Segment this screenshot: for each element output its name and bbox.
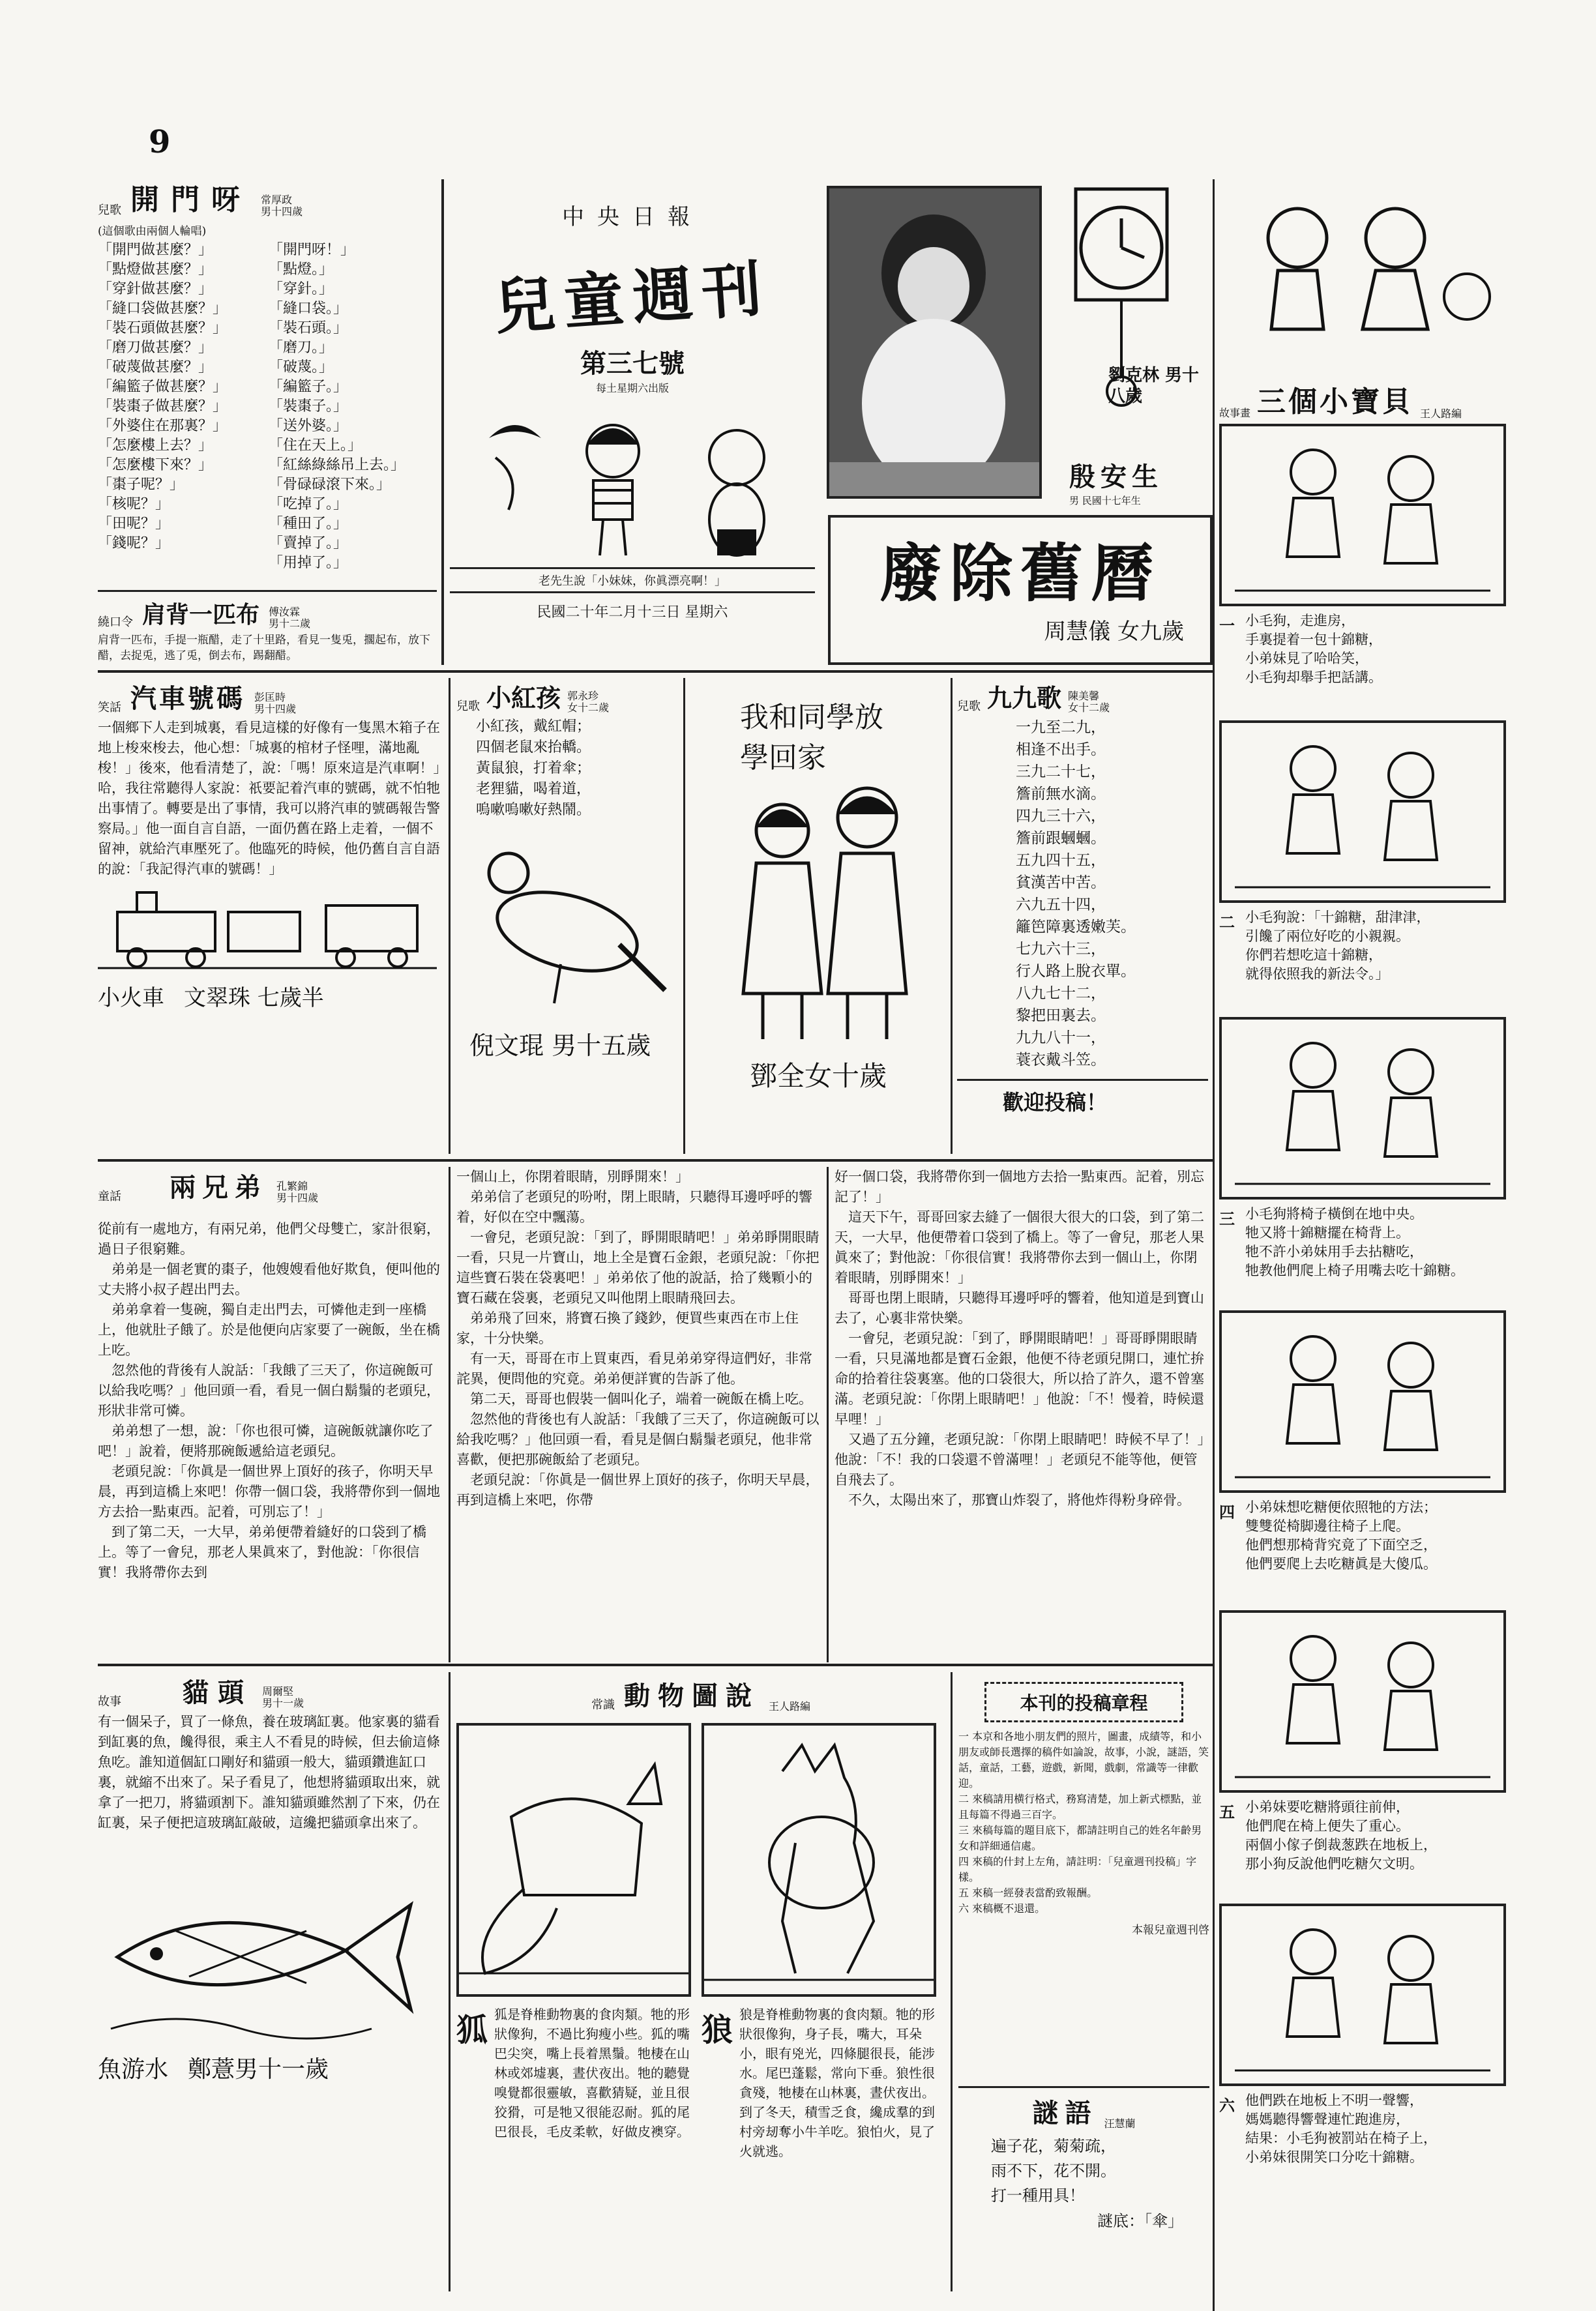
text-line: 「怎麼樓下來？」 xyxy=(98,457,213,473)
text-line: 「縫口袋。」 xyxy=(269,301,348,317)
photo-caption xyxy=(1069,456,1213,507)
rule-item: 五 來稿一經發表當酌致報酬。 xyxy=(958,1887,1098,1899)
text-line: 「種田了。」 xyxy=(269,516,348,532)
comic-panel-number: 五 xyxy=(1219,1803,1235,1821)
welcome-submissions: 歡迎投稿！ xyxy=(957,1079,1208,1116)
fox-name: 狐 xyxy=(456,2012,488,2048)
text-line: 簷前跟蟈蟈。 xyxy=(1016,830,1106,847)
page-number: 9 xyxy=(149,124,171,160)
fish-drawing xyxy=(98,1872,443,2042)
text-line: 「開門呀！」 xyxy=(269,242,355,258)
riddle-author: 汪慧蘭 xyxy=(1104,2117,1136,2130)
poem-note: (這個歌由兩個人輪唱) xyxy=(98,225,207,238)
text-line: 「穿針。」 xyxy=(269,281,334,297)
animal-title: 動物圖說 xyxy=(623,1681,760,1711)
category-label: 兒歌 xyxy=(957,699,981,713)
comic-panel-drawing xyxy=(1219,1017,1506,1200)
text-line: 六九五十四， xyxy=(1016,896,1106,913)
drawing-author: 倪文琨 男十五歲 xyxy=(469,1031,651,1060)
poem-author: 常厚政 男十四歲 xyxy=(261,194,303,218)
text-line: 「磨刀做甚麼？」 xyxy=(98,340,213,356)
drawing-title: 我和同學放學回家 xyxy=(740,701,883,774)
song-title: 小紅孩 xyxy=(486,683,561,713)
abolish-title: 廢除舊曆 xyxy=(879,537,1161,610)
text-line: 「穿針做甚麼？」 xyxy=(98,281,213,297)
category-label: 故事 xyxy=(98,1695,121,1709)
text-line: 「田呢？」 xyxy=(98,516,170,532)
text-line: 「用掉了。」 xyxy=(269,555,348,571)
story-cat-head xyxy=(98,1672,443,2291)
text-line: 「怎麼樓上去？」 xyxy=(98,437,213,454)
text-line: 「外婆住在那裏？」 xyxy=(98,418,228,434)
riddle-answer: 謎底：「傘」 xyxy=(1097,2212,1183,2230)
joke-title: 汽車號碼 xyxy=(130,683,245,714)
story-text: 有一個呆子，買了一條魚，養在玻璃缸裏。他家裏的貓看到缸裏的魚，饞得很，乘主人不看見的時候，但去偷這條魚吃。誰知道個缸口剛好和貓頭一般大，貓頭鑽進缸口裏，就縮不出來了。呆子看見了，他想將貓頭取出來，就拿了一把刀，將貓頭割下。誰知貓頭雖然割了下來，仍在缸裏，呆子便把這玻璃缸敲破，這纔把貓頭拿出來了。 xyxy=(98,1714,440,1831)
comic-header xyxy=(1219,378,1506,420)
text-line: 蓑衣戴斗笠。 xyxy=(1016,1052,1106,1068)
twister-author: 傅汝霖 男十二歲 xyxy=(269,606,311,630)
animal-author: 王人路編 xyxy=(768,1700,810,1713)
category-label: 繞口令 xyxy=(98,615,133,629)
poem-lines-right xyxy=(269,241,405,573)
text-line: 「裝棗子。」 xyxy=(269,398,348,415)
text-line: 「骨碌碌滾下來。」 xyxy=(269,477,391,493)
text-line: 打一種用具！ xyxy=(991,2186,1085,2205)
two-girls-drawing xyxy=(691,778,945,1052)
comic-panel-number: 四 xyxy=(1219,1503,1235,1522)
twister-title: 肩背一匹布 xyxy=(142,601,260,628)
clock-caption: 劉克林 男十八歲 xyxy=(1108,366,1200,406)
child-note: 男 民國十七年生 xyxy=(1069,495,1141,507)
text-line: 嗚嗽嗚嗽好熱鬧。 xyxy=(476,802,591,818)
rules-title: 本刊的投稿章程 xyxy=(984,1682,1183,1722)
text-line: 「棗子呢？」 xyxy=(98,477,185,493)
riddle xyxy=(958,2093,1209,2288)
masthead-title: 兒童週刊 xyxy=(492,254,773,343)
comic-panel-text: 小弟妹要吃糖將頭往前伸， 他們爬在椅上便失了重心。 兩個小傢子倒裁葱跌在地板上， 那小狗反說他們吃糖欠文明。 xyxy=(1245,1799,1437,1872)
text-line: 四個老鼠來抬轎。 xyxy=(476,739,591,756)
text-line: 「點燈做甚麼？」 xyxy=(98,261,213,278)
drawing-author: 文翠珠 七歲半 xyxy=(184,985,324,1011)
comic-panel-text: 小毛狗將椅子橫倒在地中央。 牠又將十錦糖擺在椅背上。 牠不許小弟妹用手去拈糖吃， 牠教他們爬上椅子用嘴去吃十錦糖。 xyxy=(1245,1206,1464,1278)
comic-panel-text: 小弟妹想吃糖便依照牠的方法； 雙雙從椅脚邊往椅子上爬。 他們想那椅背究竟了下面空乏， 他們要爬上去吃糖眞是大傻瓜。 xyxy=(1245,1499,1437,1572)
poem-title: 開門呀 xyxy=(130,183,252,216)
text-line: 「點燈。」 xyxy=(269,261,334,278)
song-little-red-child xyxy=(456,678,678,1147)
abolish-author: 周慧儀 女九歲 xyxy=(1044,619,1184,645)
text-line: 雨不下，花不開。 xyxy=(991,2162,1116,2180)
comic-panel-number: 六 xyxy=(1219,2096,1235,2115)
newspaper-name: 中央日報 xyxy=(562,204,703,230)
issue-note: 每土星期六出版 xyxy=(595,382,669,394)
text-line: 七九六十三， xyxy=(1016,941,1106,958)
comic-panel-text: 小毛狗，走進房， 手裏提着一包十錦糖， 小弟妹見了哈哈笑， 小毛狗却舉手把話講。 xyxy=(1245,613,1382,685)
fairy-tale-col-1: 從前有一處地方，有兩兄弟，他們父母雙亡，家計很窮，過日子很窮難。 弟弟是一個老實的棗子，他嫂嫂看他好欺負，便叫他的丈夫將小叔子趕出門去。 弟弟拿着一隻碗，獨自走出門去，可憐他走到一座橋上，他就肚子餓了。於是他便向店家要了一碗飯，坐在橋上吃。 忽然他的背後有人說話：「我餓了三天了，你這碗飯可以給我吃嗎？」他回頭一看，看見一個白鬍鬚的老頭兒，形狀非常可憐。 弟弟想了一想，說：「你也很可憐，這碗飯就讓你吃了吧！」說着，便將那碗飯遞給這老頭兒。 老頭兒說：「你眞是一個世界上頂好的孩子，你明天早晨，再到這橋上來吧！你帶一個口袋，我將帶你到一個地方去拾一點東西。記着，可別忘了！」 到了第二天，一大早，弟弟便帶着縫好的口袋到了橋上。等了一會兒，那老人果眞來了，對他說：「你很信實！我將帶你去到 xyxy=(98,1221,440,1580)
drawing-title: 魚游水 xyxy=(98,2056,169,2083)
text-line: 「住在天上。」 xyxy=(269,437,362,454)
text-line: 「核呢？」 xyxy=(98,496,170,512)
text-line: 「裝石頭做甚麼？」 xyxy=(98,320,228,336)
issue-number: 第三七號 xyxy=(580,348,685,379)
text-line: 相逢不出手。 xyxy=(1016,741,1106,758)
song-lines xyxy=(957,716,1208,1071)
category-label: 兒歌 xyxy=(456,699,480,713)
rule-item: 六 來稿概不退還。 xyxy=(958,1902,1046,1915)
wolf-drawing xyxy=(702,1723,936,1997)
text-line: 一九至二九， xyxy=(1016,719,1106,736)
bird-drawing xyxy=(456,834,672,1023)
drawing-author: 鄭薏男十一歲 xyxy=(188,2056,329,2083)
text-line: 「錢呢？」 xyxy=(98,535,170,552)
wolf-name: 狼 xyxy=(702,2012,733,2048)
submission-rules xyxy=(958,1675,1209,2086)
clock-drawing xyxy=(1050,183,1193,456)
riddle-title: 謎語 xyxy=(1032,2098,1098,2128)
comic-panel-drawing xyxy=(1219,720,1506,903)
text-line: 「磨刀。」 xyxy=(269,340,334,356)
category-label: 笑話 xyxy=(98,701,121,714)
comic-panel-number: 二 xyxy=(1219,913,1235,932)
text-line: 「破蔑。」 xyxy=(269,359,334,375)
text-line: 貧漢苦中苦。 xyxy=(1016,874,1106,891)
drawing-school-home xyxy=(691,678,945,1147)
masthead-quote: 老先生說「小妹妹，你眞漂亮啊！」 xyxy=(450,567,815,593)
comic-panel-number: 一 xyxy=(1219,616,1235,635)
text-line: 三九二十七， xyxy=(1016,763,1106,780)
comic-panel-drawing xyxy=(1219,1904,1506,2086)
fairy-tale-title: 兩兄弟 xyxy=(170,1172,267,1203)
text-line: 簷前無水滴。 xyxy=(1016,786,1106,802)
fairy-tale-col-2: 一個山上，你閉着眼睛，別睜開來！」 弟弟信了老頭兒的吩咐，閉上眼睛，只聽得耳邊呼呼的響着，好似在空中飄蕩。 一會兒，老頭兒說：「到了，睜開眼睛吧！」弟弟睜開眼睛一看，只見一片寶山，地上全是寶石金銀，老頭兒說：「你把這些寶石裝在袋裏吧！」弟弟依了他的說話，拾了幾顆小的寶石藏在袋裏，老頭兒又叫他閉上眼睛飛回去。 弟弟飛了回來，將寶石換了錢鈔，便買些東西在市上住家，十分快樂。 有一天，哥哥在市上買東西，看見弟弟穿得這們好，非常詫異，便問他的究竟。弟弟便詳實的告訴了他。 第二天，哥哥也假裝一個叫化子，端着一碗飯在橋上吃。 忽然他的背後也有人說話：「我餓了三天了，你這碗飯可以給我吃嗎？」他回頭一看，看見是個白鬍鬚老頭兒，他非常喜歡，便把那碗飯給了老頭兒。 老頭兒說：「你眞是一個世界上頂好的孩子，你明天早晨，再到這橋上來吧，你帶 xyxy=(456,1169,820,1508)
song-author: 郭永珍 女十二歲 xyxy=(567,690,610,714)
masthead-date: 民國二十年二月十三日 星期六 xyxy=(537,604,728,621)
text-line: 四九三十六， xyxy=(1016,808,1106,825)
poem-open-door xyxy=(98,176,437,571)
joke-car-number xyxy=(98,678,443,1147)
twister-text: 肩背一匹布，手提一瓶醋，走了十里路，看見一隻兎，擱起布，放下醋，去捉兎，逃了兎，倒去布，踢翻醋。 xyxy=(98,634,430,662)
comic-panel-drawing xyxy=(1219,1310,1506,1493)
rule-item: 三 來稿每篇的題目底下，都請註明自己的姓名年齡男女和詳細通信處。 xyxy=(958,1824,1202,1852)
riddle-lines xyxy=(958,2134,1209,2208)
text-line: 「縫口袋做甚麼？」 xyxy=(98,301,228,317)
text-line: 黃鼠狼，打着傘； xyxy=(476,760,591,776)
text-line: 「編籃子。」 xyxy=(269,379,348,395)
child-photo xyxy=(827,186,1042,499)
rule-item: 一 本京和各地小朋友們的照片，圖畫，成績等，和小朋友或師長選擇的稿件如論說，故事，小說，謎語，笑話，童話，工藝，遊戲，新聞，戲劇，常識等一律歡迎。 xyxy=(958,1730,1209,1789)
rules-list xyxy=(958,1729,1209,1917)
poem-lines-left xyxy=(98,241,261,573)
comic-panel-text: 小毛狗說：「十錦糖，甜津津， 引饞了兩位好吃的小親親。 你們若想吃這十錦糖， 就得依照我的新法令。」 xyxy=(1245,909,1430,982)
song-lines xyxy=(456,716,678,821)
comic-title: 三個小寶貝 xyxy=(1257,385,1414,419)
text-line: 小紅孩，戴紅帽； xyxy=(476,718,591,735)
wolf-text: 狼是脊椎動物裏的食肉類。牠的形狀很像狗，身子長，嘴大，耳朵小，眼有兇光，四條腿很長，能涉水。尾巴蓬鬆，常向下垂。狼性很貪殘，牠棲在山林裏，晝伏夜出。到了冬天，積雪乏食，纔成羣的到村旁刼奪小牛羊吃。狼怕火，見了火就逃。 xyxy=(739,2007,936,2159)
text-line: 「裝石頭。」 xyxy=(269,320,348,336)
fox-text: 狐是脊椎動物裏的食肉類。牠的形狀像狗，不過比狗瘦小些。狐的嘴巴尖突，嘴上長着黑鬚。牠棲在山林或郊墟裏，晝伏夜出。牠的聽覺嗅覺都很靈敏，喜歡猜疑，並且很狡猾，可是牠又很能忍耐。狐的尾巴很長，毛皮柔軟，好做皮襖穿。 xyxy=(494,2007,690,2140)
song-author: 陳美馨 女十二歲 xyxy=(1068,690,1110,714)
text-line: 「賣掉了。」 xyxy=(269,535,348,552)
drawing-author: 鄧全女十歲 xyxy=(749,1060,887,1092)
text-line: 遍子花，菊菊疏， xyxy=(991,2137,1116,2155)
comic-author: 王人路編 xyxy=(1420,407,1462,420)
comic-header-drawing xyxy=(1219,186,1506,381)
text-line: 老狸貓，喝着道， xyxy=(476,781,591,797)
story-title: 貓頭 xyxy=(183,1677,253,1708)
child-name: 殷安生 xyxy=(1069,462,1163,492)
text-line: 「開門做甚麼？」 xyxy=(98,242,213,258)
comic-panel-text: 他們跌在地板上不明一聲響， 媽媽聽得響聲連忙跑進房， 結果：小毛狗被罰站在椅子上， 小弟妹很開笑口分吃十錦糖。 xyxy=(1245,2093,1437,2165)
animal-illustrated xyxy=(456,1675,945,2288)
rules-footer: 本報兒童週刊啓 xyxy=(1132,1924,1209,1937)
train-drawing xyxy=(98,886,437,977)
joke-text: 一個鄉下人走到城裏，看見這樣的好像有一隻黑木箱子在地上梭來梭去，他心想：「城裏的棺材子怪哩，滿地亂梭！」後來，他看清楚了，說：「嗎！原來這是汽車啊！」哈，我往常聽得人家說：祇要記着汽車的號碼，就不怕牠出事情了。轉要是出了事情，我可以將汽車的號碼報告警察局。」他一面自言自語，一面仍舊在路上走着，一個不留神，就給汽車壓死了。他臨死的時候，他仍舊自言自語的說：「我記得汽車的號碼！」 xyxy=(98,720,440,877)
fox-drawing xyxy=(456,1723,691,1997)
rule-item: 四 來稿的什封上左角，請註明：「兒童週刊投稿」字樣。 xyxy=(958,1855,1197,1883)
text-line: 九九八十一， xyxy=(1016,1029,1106,1046)
comic-panel-drawing xyxy=(1219,424,1506,606)
text-line: 「送外婆。」 xyxy=(269,418,348,434)
category-label: 故事畫 xyxy=(1219,407,1251,419)
drawing-title: 小火車 xyxy=(98,985,164,1011)
text-line: 八九七十二， xyxy=(1016,985,1106,1002)
category-label: 兒歌 xyxy=(98,203,121,217)
comic-panel-drawing xyxy=(1219,1610,1506,1793)
text-line: 「紅絲綠絲吊上去。」 xyxy=(269,457,406,473)
abolish-calendar-box xyxy=(828,515,1213,665)
masthead-illustration xyxy=(450,399,815,562)
text-line: 「吃掉了。」 xyxy=(269,496,348,512)
category-label: 童話 xyxy=(98,1190,121,1203)
fairy-tale-author: 孔繁錦 男十四歲 xyxy=(276,1180,319,1204)
tongue-twister xyxy=(98,596,437,668)
joke-author: 彭匡時 男十四歲 xyxy=(254,691,297,715)
text-line: 五九四十五， xyxy=(1016,852,1106,869)
text-line: 籬笆障裏透嫩芙。 xyxy=(1016,919,1136,935)
rule-item: 二 來稿請用横行格式，務寫清楚，加上新式標點，並且每篇不得過三百字。 xyxy=(958,1793,1202,1821)
fairy-tale-col-3: 好一個口袋，我將帶你到一個地方去拾一點東西。記着，別忘記了！」 這天下午，哥哥回家去縫了一個很大很大的口袋，到了第二天，一大早，他便帶着口袋到了橋上。等了一會兒，那老人果眞來了；對他說：「你很信實！我將帶你去到一個山上，你閉着眼睛，別睜開來！」 哥哥也閉上眼睛，只聽得耳邊呼呼的響着，他知道是到寶山去了，心裏非常快樂。 一會兒，老頭兒說：「到了，睜開眼睛吧！」哥哥睜開眼睛一看，只見滿地都是寶石金銀，他便不待老頭兒開口，連忙拚命的拾着往袋裏塞。他的口袋很大，所以拾了許久，還不曾塞滿。老頭兒說：「你閉上眼睛吧！」他說：「不！慢着，時候還早哩！」 又過了五分鐘，老頭兒說：「你閉上眼睛吧！時候不早了！」他說：「不！我的口袋還不曾滿哩！」老頭兒不能等他，便管自飛去了。 不久，太陽出來了，那寶山炸裂了，將他炸得粉身碎骨。 xyxy=(835,1169,1204,1508)
song-title: 九九歌 xyxy=(987,683,1062,713)
masthead xyxy=(450,179,815,662)
text-line: 黎把田裏去。 xyxy=(1016,1007,1106,1024)
fairy-tale-header xyxy=(98,1167,443,1204)
comic-panel-number: 三 xyxy=(1219,1209,1235,1228)
text-line: 行人路上脫衣單。 xyxy=(1016,963,1136,980)
text-line: 「破蔑做甚麼？」 xyxy=(98,359,213,375)
text-line: 「裝棗子做甚麼？」 xyxy=(98,398,228,415)
story-author: 周爾堅 男十一歲 xyxy=(262,1685,304,1709)
text-line: 「編籃子做甚麼？」 xyxy=(98,379,228,395)
song-nine-nine xyxy=(957,678,1208,1147)
category-label: 常識 xyxy=(591,1698,615,1712)
